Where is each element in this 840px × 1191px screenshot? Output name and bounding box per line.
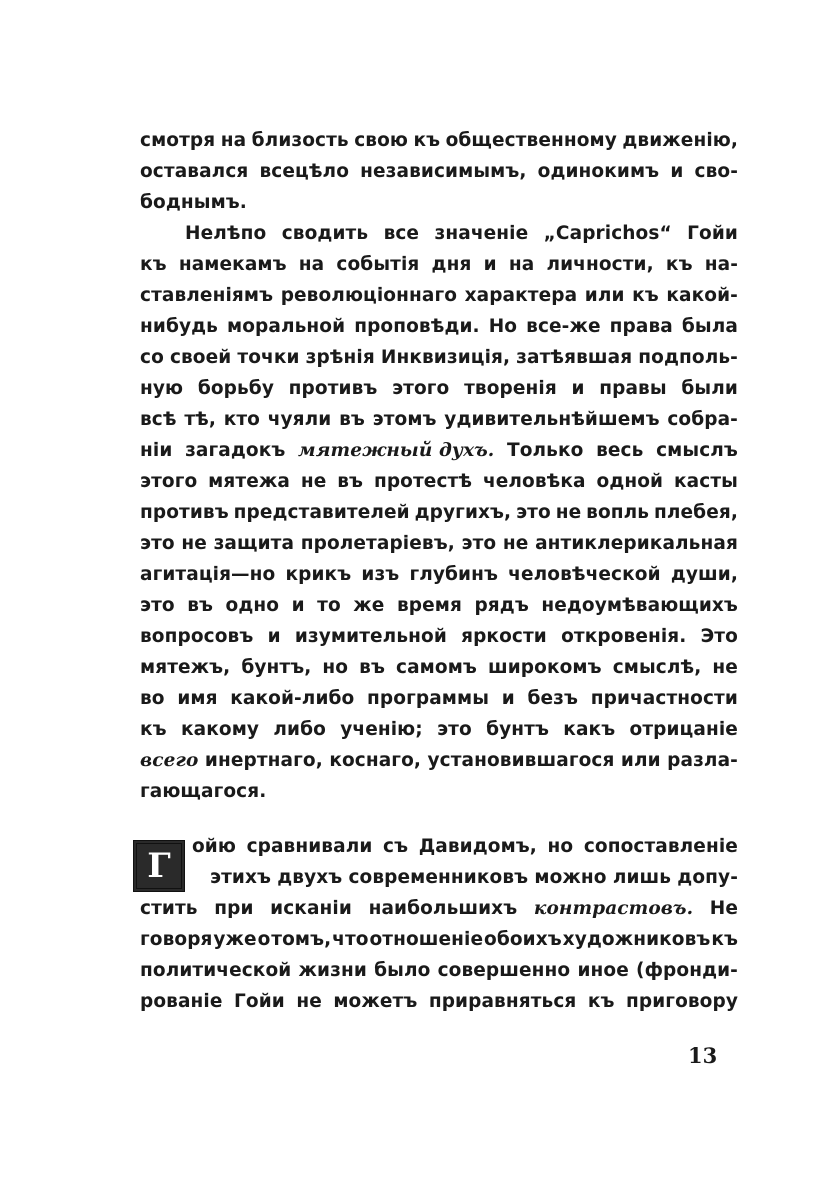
word: кто: [223, 409, 260, 430]
text-line: [140, 471, 738, 502]
word: глубинъ: [409, 564, 499, 585]
word: все-же: [526, 316, 601, 337]
word: современниковъ: [348, 867, 529, 888]
word: Давидомъ,: [418, 836, 537, 857]
word: рованіе: [140, 991, 223, 1012]
word: это: [140, 533, 175, 554]
text-line: [140, 991, 738, 1022]
word: на: [298, 254, 325, 275]
word: зрѣнія: [305, 347, 375, 368]
word: уже: [213, 929, 257, 950]
word: въ: [187, 595, 214, 616]
text-line: [140, 316, 738, 347]
word: приравняться: [428, 991, 577, 1012]
word: при: [214, 898, 254, 919]
word: Гойи: [687, 223, 738, 244]
word: и: [291, 595, 305, 616]
text-line: [140, 347, 738, 378]
text-line: [140, 223, 738, 254]
word: коснаго,: [329, 750, 422, 771]
word: всѣ: [140, 409, 177, 430]
word: или: [584, 285, 625, 306]
word: и: [483, 254, 497, 275]
word: антиклерикальная: [535, 533, 738, 554]
text-line: [140, 161, 738, 192]
text-line: [140, 378, 738, 409]
word: это: [140, 595, 175, 616]
word: имя: [177, 688, 218, 709]
word: къ: [665, 254, 693, 275]
word: личности,: [546, 254, 654, 275]
word: лишь: [612, 867, 672, 888]
word: приговору: [626, 991, 738, 1012]
word: откровенія.: [561, 626, 687, 647]
word: ойю: [192, 836, 236, 857]
text-line: [140, 867, 738, 898]
word: протестѣ: [373, 471, 473, 492]
word: сводить: [281, 223, 369, 244]
text-line: [140, 285, 738, 316]
word: правы: [599, 378, 667, 399]
word: причастности: [590, 688, 738, 709]
word: но: [322, 657, 349, 678]
word: бунтъ,: [241, 657, 312, 678]
word: всецѣло: [259, 161, 350, 182]
word: недоумѣвающихъ: [541, 595, 738, 616]
word: безъ: [527, 688, 579, 709]
word: какой-: [666, 285, 738, 306]
word: ученію;: [340, 719, 423, 740]
word: смотря: [140, 130, 216, 151]
word: къ: [587, 991, 615, 1012]
word: но: [547, 836, 574, 857]
word: противъ: [140, 502, 229, 523]
word: ставленіямъ: [140, 285, 274, 306]
word: событія: [336, 254, 420, 275]
word: этого: [140, 471, 198, 492]
word: (фронди-: [636, 960, 738, 981]
word: бунтъ: [486, 719, 549, 740]
word: Но: [488, 316, 518, 337]
text-line: [140, 130, 738, 161]
word: можно: [534, 867, 607, 888]
word: говоря: [140, 929, 213, 950]
word: на: [220, 130, 247, 151]
word: и: [267, 626, 281, 647]
word: двухъ: [277, 867, 343, 888]
word: въ: [339, 409, 365, 430]
word: представителей: [233, 502, 410, 523]
word: къ: [632, 285, 659, 306]
word: Гойи: [234, 991, 285, 1012]
word: этомъ: [372, 409, 437, 430]
word: нибудь: [140, 316, 218, 337]
word: какой-либо: [230, 688, 355, 709]
text-line: [140, 502, 738, 533]
word: собра-: [667, 409, 738, 430]
word: же: [353, 595, 385, 616]
word: вопль: [586, 502, 650, 523]
text-line: [140, 595, 738, 626]
word: художниковъ: [562, 929, 711, 950]
text-line: [140, 898, 738, 929]
word: борьбу: [197, 378, 274, 399]
word: не: [712, 657, 738, 678]
word: какому: [180, 719, 260, 740]
word: изъ: [361, 564, 400, 585]
word: въ: [337, 471, 364, 492]
text-line: [140, 836, 738, 867]
word: Нелѣпо: [185, 223, 267, 244]
text-line: [140, 626, 738, 657]
word: пролетаріевъ,: [300, 533, 455, 554]
word: съ: [383, 836, 409, 857]
word: жизни: [298, 960, 367, 981]
word: боднымъ.: [140, 192, 247, 213]
word: души,: [670, 564, 738, 585]
word: не: [502, 533, 529, 554]
word: этихъ: [210, 867, 271, 888]
word: Не: [709, 898, 738, 919]
word: проповѣди.: [354, 316, 480, 337]
word: не: [181, 533, 207, 554]
word: загадокъ: [185, 440, 286, 461]
word: отрицаніе: [629, 719, 738, 740]
word: яркости: [461, 626, 547, 647]
word: человѣка: [482, 471, 586, 492]
text-line: [140, 192, 738, 223]
word: характера: [464, 285, 578, 306]
word: противъ: [288, 378, 378, 399]
word: удивительнѣйшемъ: [444, 409, 660, 430]
word: творенія: [464, 378, 557, 399]
text-line: [140, 564, 738, 595]
word: политической: [140, 960, 292, 981]
word: не: [555, 502, 582, 523]
word: это: [437, 719, 472, 740]
word: къ: [140, 254, 167, 275]
word: свою: [354, 130, 408, 151]
word: совершенно: [437, 960, 571, 981]
word: плебея,: [654, 502, 738, 523]
word: сопоставленіе: [583, 836, 738, 857]
word: не: [296, 991, 322, 1012]
word: разла-: [667, 750, 738, 771]
word: отношеніе: [369, 929, 484, 950]
word: можетъ: [333, 991, 418, 1012]
word: установившагося: [427, 750, 615, 771]
word: на: [508, 254, 535, 275]
paragraph-1: [140, 130, 738, 812]
word: сво-: [694, 161, 738, 182]
word: одно: [225, 595, 280, 616]
word: Это: [700, 626, 738, 647]
word: какъ: [563, 719, 616, 740]
paragraph-2: [140, 836, 738, 1022]
word: это: [461, 533, 497, 554]
word: дня: [431, 254, 472, 275]
word: смыслъ: [656, 440, 738, 461]
word: допу-: [677, 867, 738, 888]
word: инертнаго,: [204, 750, 323, 771]
word: другихъ,: [414, 502, 512, 523]
word: либо: [273, 719, 326, 740]
word: тѣ,: [184, 409, 216, 430]
word: широкомъ: [487, 657, 602, 678]
word: были: [681, 378, 738, 399]
word: на-: [704, 254, 738, 275]
word: то: [317, 595, 341, 616]
word: касты: [674, 471, 738, 492]
text-line: [140, 688, 738, 719]
word: и: [670, 161, 684, 182]
word: затѣявшая: [516, 347, 633, 368]
word: къ: [711, 929, 738, 950]
word: весь: [596, 440, 644, 461]
word: сравнивали: [246, 836, 373, 857]
word: оставался: [140, 161, 249, 182]
word: вопросовъ: [140, 626, 254, 647]
word: гающагося.: [140, 781, 267, 802]
word: исканіи: [270, 898, 352, 919]
word: стить: [140, 898, 198, 919]
word: права: [609, 316, 673, 337]
word: рядъ: [474, 595, 529, 616]
word: время: [396, 595, 462, 616]
word: обоихъ: [484, 929, 562, 950]
word: этого: [392, 378, 450, 399]
word: контрастовъ.: [533, 898, 694, 919]
word: ніи: [140, 440, 173, 461]
word: революціоннаго: [280, 285, 458, 306]
text-line: [140, 781, 738, 812]
word: это: [516, 502, 551, 523]
word: ную: [140, 378, 184, 399]
word: программы: [367, 688, 490, 709]
word: защита: [213, 533, 295, 554]
text-line: [140, 657, 738, 688]
word: и: [571, 378, 585, 399]
word: общественному: [445, 130, 617, 151]
word: намекамъ: [178, 254, 287, 275]
word: къ: [413, 130, 441, 151]
text-line: [140, 533, 738, 564]
word: мятежа: [208, 471, 290, 492]
word: что: [332, 929, 369, 950]
text-line: [140, 750, 738, 781]
text-line: [140, 960, 738, 991]
word: Инквизиція,: [380, 347, 511, 368]
text-line: [140, 929, 738, 960]
word: всего: [140, 750, 199, 771]
word: была: [681, 316, 738, 337]
text-line: [140, 409, 738, 440]
word: иное: [577, 960, 629, 981]
word: изумительной: [294, 626, 447, 647]
word: со: [140, 347, 164, 368]
word: къ: [140, 719, 167, 740]
word: крикъ: [285, 564, 352, 585]
word: человѣческой: [508, 564, 661, 585]
word: близость: [251, 130, 349, 151]
word: томъ,: [271, 929, 332, 950]
word: Только: [506, 440, 584, 461]
text-line: [140, 440, 738, 471]
text-line: [140, 254, 738, 285]
word: или: [620, 750, 661, 771]
word: одинокимъ: [537, 161, 660, 182]
word: въ: [359, 657, 385, 678]
word: о: [257, 929, 271, 950]
word: значеніе: [434, 223, 529, 244]
word: во: [140, 688, 165, 709]
word: одной: [596, 471, 664, 492]
word: наибольшихъ: [368, 898, 518, 919]
word: и: [501, 688, 515, 709]
word: „Caprichos“: [543, 223, 672, 244]
word: не: [300, 471, 327, 492]
word: смыслѣ,: [612, 657, 702, 678]
word: своей: [169, 347, 232, 368]
word: чуяли: [267, 409, 332, 430]
word: самомъ: [396, 657, 477, 678]
word: независимымъ,: [360, 161, 527, 182]
word: подполь-: [638, 347, 738, 368]
word: было: [374, 960, 431, 981]
word: агитація—но: [140, 564, 276, 585]
word: моральной: [227, 316, 346, 337]
word: точки: [237, 347, 300, 368]
drop-cap: Г: [133, 840, 185, 892]
text-line: [140, 719, 738, 750]
word: мятежъ,: [140, 657, 231, 678]
page-number: 13: [688, 1043, 718, 1068]
word: мятежный духъ.: [298, 440, 495, 461]
word: все: [383, 223, 420, 244]
word: движенію,: [622, 130, 738, 151]
